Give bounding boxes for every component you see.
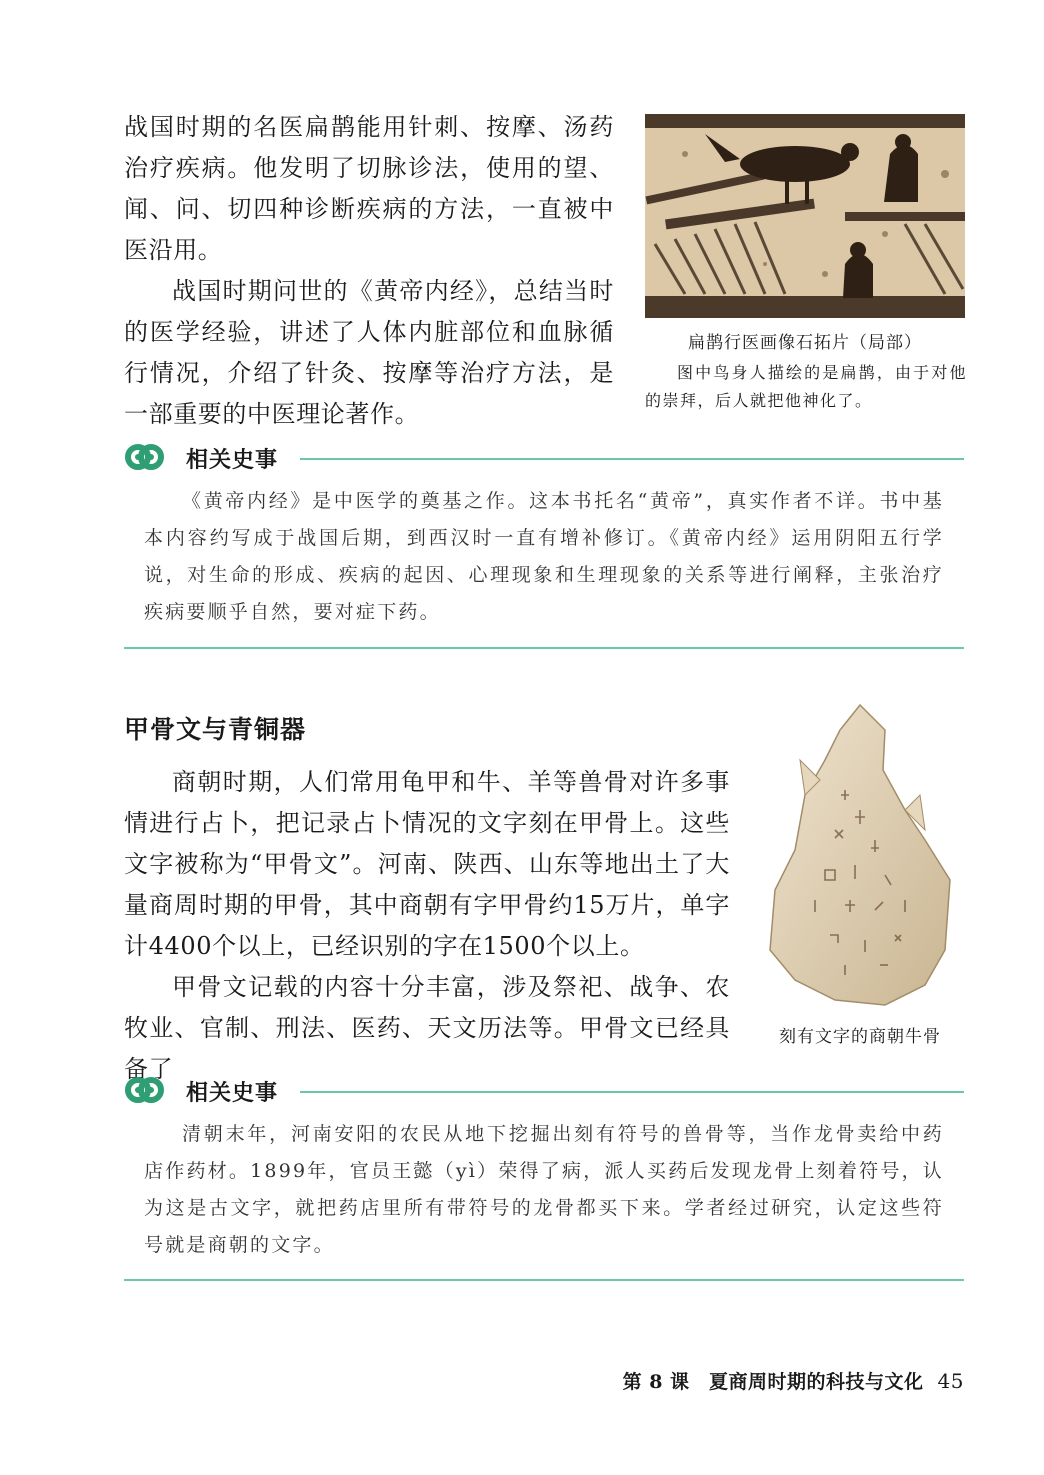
related-history-box-2 — [124, 1070, 964, 1264]
box-body-text: 清朝末年，河南安阳的农民从地下挖掘出刻有符号的兽骨等，当作龙骨卖给中药店作药材。1899年，官员王懿（yì）荣得了病，派人买药后发现龙骨上刻着符号，认为这是古文字，就把药店里所有带符号的龙骨都买下来。学者经过研究，认定这些符号就是商朝的文字。 — [144, 1123, 944, 1256]
box-body-text: 《黄帝内经》是中医学的奠基之作。这本书托名“黄帝”，真实作者不详。书中基本内容约写成于战国后期，到西汉时一直有增补修订。《黄帝内经》运用阴阳五行学说，对生命的形成、疾病的起因、心理现象和生理现象的关系等进行阐释，主张治疗疾病要顺乎自然，要对症下药。 — [144, 490, 944, 623]
bianque-figure-title: 扁鹊行医画像石拓片（局部） — [688, 333, 922, 353]
oracle-bone-illustration — [765, 700, 955, 1010]
stone-rubbing-illustration — [645, 114, 965, 318]
related-history-icon — [124, 437, 164, 477]
paragraph-oracle-bones: 商朝时期，人们常用龟甲和牛、羊等兽骨对许多事情进行占卜，把记录占卜情况的文字刻在甲骨上。这些文字被称为“甲骨文”。河南、陕西、山东等地出土了大量商周时期的甲骨，其中商朝有字甲骨约15万片，单字计4400个以上，已经识别的字在1500个以上。 — [124, 768, 730, 960]
box-top-rule — [300, 1091, 964, 1093]
paragraph-bianque: 战国时期的名医扁鹊能用针刺、按摩、汤药治疗疾病。他发明了切脉诊法，使用的望、闻、问、切四种诊断疾病的方法，一直被中医沿用。 — [124, 113, 614, 264]
box-bottom-rule — [124, 647, 964, 649]
box-header — [124, 437, 964, 477]
box-title: 相关史事 — [186, 1081, 279, 1106]
intro-text-block — [124, 107, 614, 435]
oracle-bone-caption: 刻有文字的商朝牛骨 — [779, 1027, 941, 1047]
related-history-box-1 — [124, 437, 964, 631]
box-bottom-rule — [124, 1279, 964, 1281]
related-history-icon — [124, 1070, 164, 1110]
paragraph-huangdi-neijing: 战国时期问世的《黄帝内经》，总结当时的医学经验，讲述了人体内脏部位和血脉循行情况，介绍了针灸、按摩等治疗方法，是一部重要的中医理论著作。 — [124, 277, 614, 428]
box-title: 相关史事 — [186, 448, 279, 473]
lesson-title: 第 8 课 夏商周时期的科技与文化 — [622, 1371, 924, 1393]
box-header — [124, 1070, 964, 1110]
oracle-bone-image — [765, 700, 955, 1010]
oracle-bone-text-block — [124, 762, 730, 1090]
box-top-rule — [300, 458, 964, 460]
page-footer — [623, 1367, 964, 1394]
bianque-rubbing-image — [645, 114, 965, 318]
bianque-figure-description: 图中鸟身人描绘的是扁鹊，由于对他的崇拜，后人就把他神化了。 — [645, 363, 967, 410]
paragraph-oracle-content: 甲骨文记载的内容十分丰富，涉及祭祀、战争、农牧业、官制、刑法、医药、天文历法等。甲骨文已经具备了 — [124, 973, 730, 1083]
section-title: 甲骨文与青铜器 — [124, 715, 307, 744]
page-number: 45 — [937, 1369, 964, 1393]
